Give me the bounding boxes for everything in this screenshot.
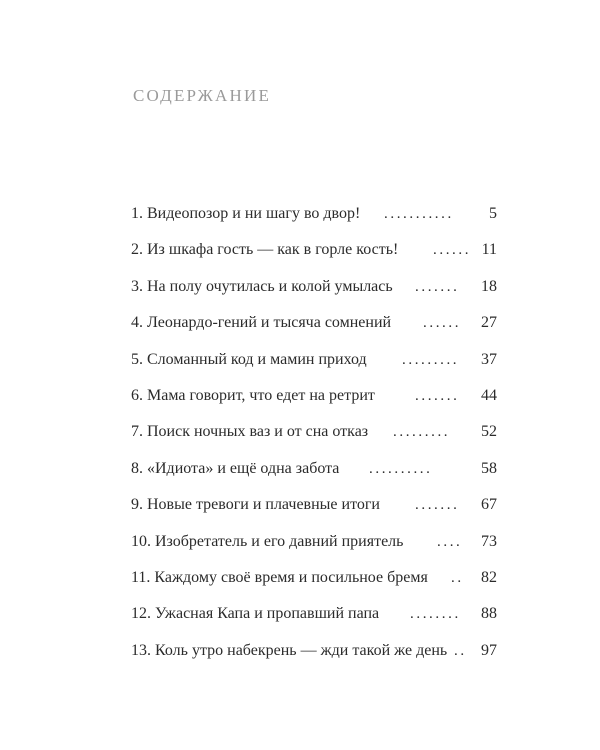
toc-entry-page: 37 bbox=[481, 350, 497, 368]
toc-entry bbox=[131, 600, 497, 636]
toc-entry-title: 3. На полу очутилась и колой умылась bbox=[131, 277, 393, 295]
toc-entry bbox=[131, 418, 497, 454]
toc-entry bbox=[131, 491, 497, 527]
toc-entry-title: 8. «Идиота» и ещё одна забота bbox=[131, 459, 340, 477]
toc-entry-page: 11 bbox=[481, 241, 497, 259]
toc-entry bbox=[131, 382, 497, 418]
toc-entry-page: 18 bbox=[481, 277, 497, 295]
toc-entry-page: 73 bbox=[481, 532, 497, 550]
toc-entry bbox=[131, 455, 497, 491]
toc-entry-page: 82 bbox=[481, 568, 497, 586]
toc-entry-page: 97 bbox=[481, 641, 497, 659]
toc-entry-page: 58 bbox=[481, 459, 497, 477]
toc-dot-leader: ........... bbox=[384, 206, 454, 222]
toc-entry-title: 7. Поиск ночных ваз и от сна отказ bbox=[131, 423, 369, 441]
toc-entry bbox=[131, 564, 497, 600]
toc-entry-title: 1. Видеопозор и ни шагу во двор! bbox=[131, 205, 361, 222]
toc-entry-title: 10. Изобретатель и его давний приятель bbox=[131, 532, 404, 550]
toc-entry-page: 44 bbox=[481, 386, 497, 404]
toc-entry-title: 2. Из шкафа гость — как в горле кость! bbox=[131, 241, 399, 259]
toc-entry bbox=[131, 309, 497, 345]
toc-entry bbox=[131, 200, 497, 236]
toc-dot-leader: ....... bbox=[415, 278, 460, 295]
toc-entry-title: 13. Коль утро набекрень — жди такой же день bbox=[131, 641, 448, 659]
toc-dot-leader: ....... bbox=[415, 387, 460, 404]
toc-entry-title: 5. Сломанный код и мамин приход bbox=[131, 350, 367, 368]
toc-entry-title: 4. Леонардо-гений и тысяча сомнений bbox=[131, 314, 392, 332]
toc-entry bbox=[131, 346, 497, 382]
toc-dot-leader: ...... bbox=[423, 315, 462, 332]
toc-entry-title: 11. Каждому своё время и посильное бремя bbox=[131, 568, 428, 586]
toc-entry bbox=[131, 236, 497, 272]
toc-entry-title: 12. Ужасная Капа и пропавший папа bbox=[131, 605, 380, 623]
toc-dot-leader: ......... bbox=[393, 424, 451, 441]
toc-entry-page: 5 bbox=[489, 205, 497, 222]
toc-entry-page: 67 bbox=[481, 496, 497, 514]
toc-entry-title: 6. Мама говорит, что едет на ретрит bbox=[131, 386, 375, 404]
toc-dot-leader: .... bbox=[437, 533, 463, 550]
toc-dot-leader: .......... bbox=[369, 460, 433, 477]
toc-entry-page: 88 bbox=[481, 605, 497, 623]
toc-dot-leader: .. bbox=[451, 569, 464, 586]
toc-entry bbox=[131, 273, 497, 309]
toc-dot-leader: ....... bbox=[415, 497, 460, 514]
toc-dot-leader: .. bbox=[454, 642, 467, 659]
toc-entry-page: 27 bbox=[481, 314, 497, 332]
toc-dot-leader: ...... bbox=[433, 242, 472, 259]
toc-dot-leader: ......... bbox=[402, 351, 460, 368]
toc-entry bbox=[131, 528, 497, 564]
toc-entry bbox=[131, 637, 497, 673]
toc-entry-title: 9. Новые тревоги и плачевные итоги bbox=[131, 496, 380, 514]
toc-list bbox=[131, 200, 497, 673]
toc-heading: СОДЕРЖАНИЕ bbox=[133, 86, 272, 105]
toc-entry-page: 52 bbox=[481, 423, 497, 441]
toc-dot-leader: ........ bbox=[410, 606, 461, 623]
